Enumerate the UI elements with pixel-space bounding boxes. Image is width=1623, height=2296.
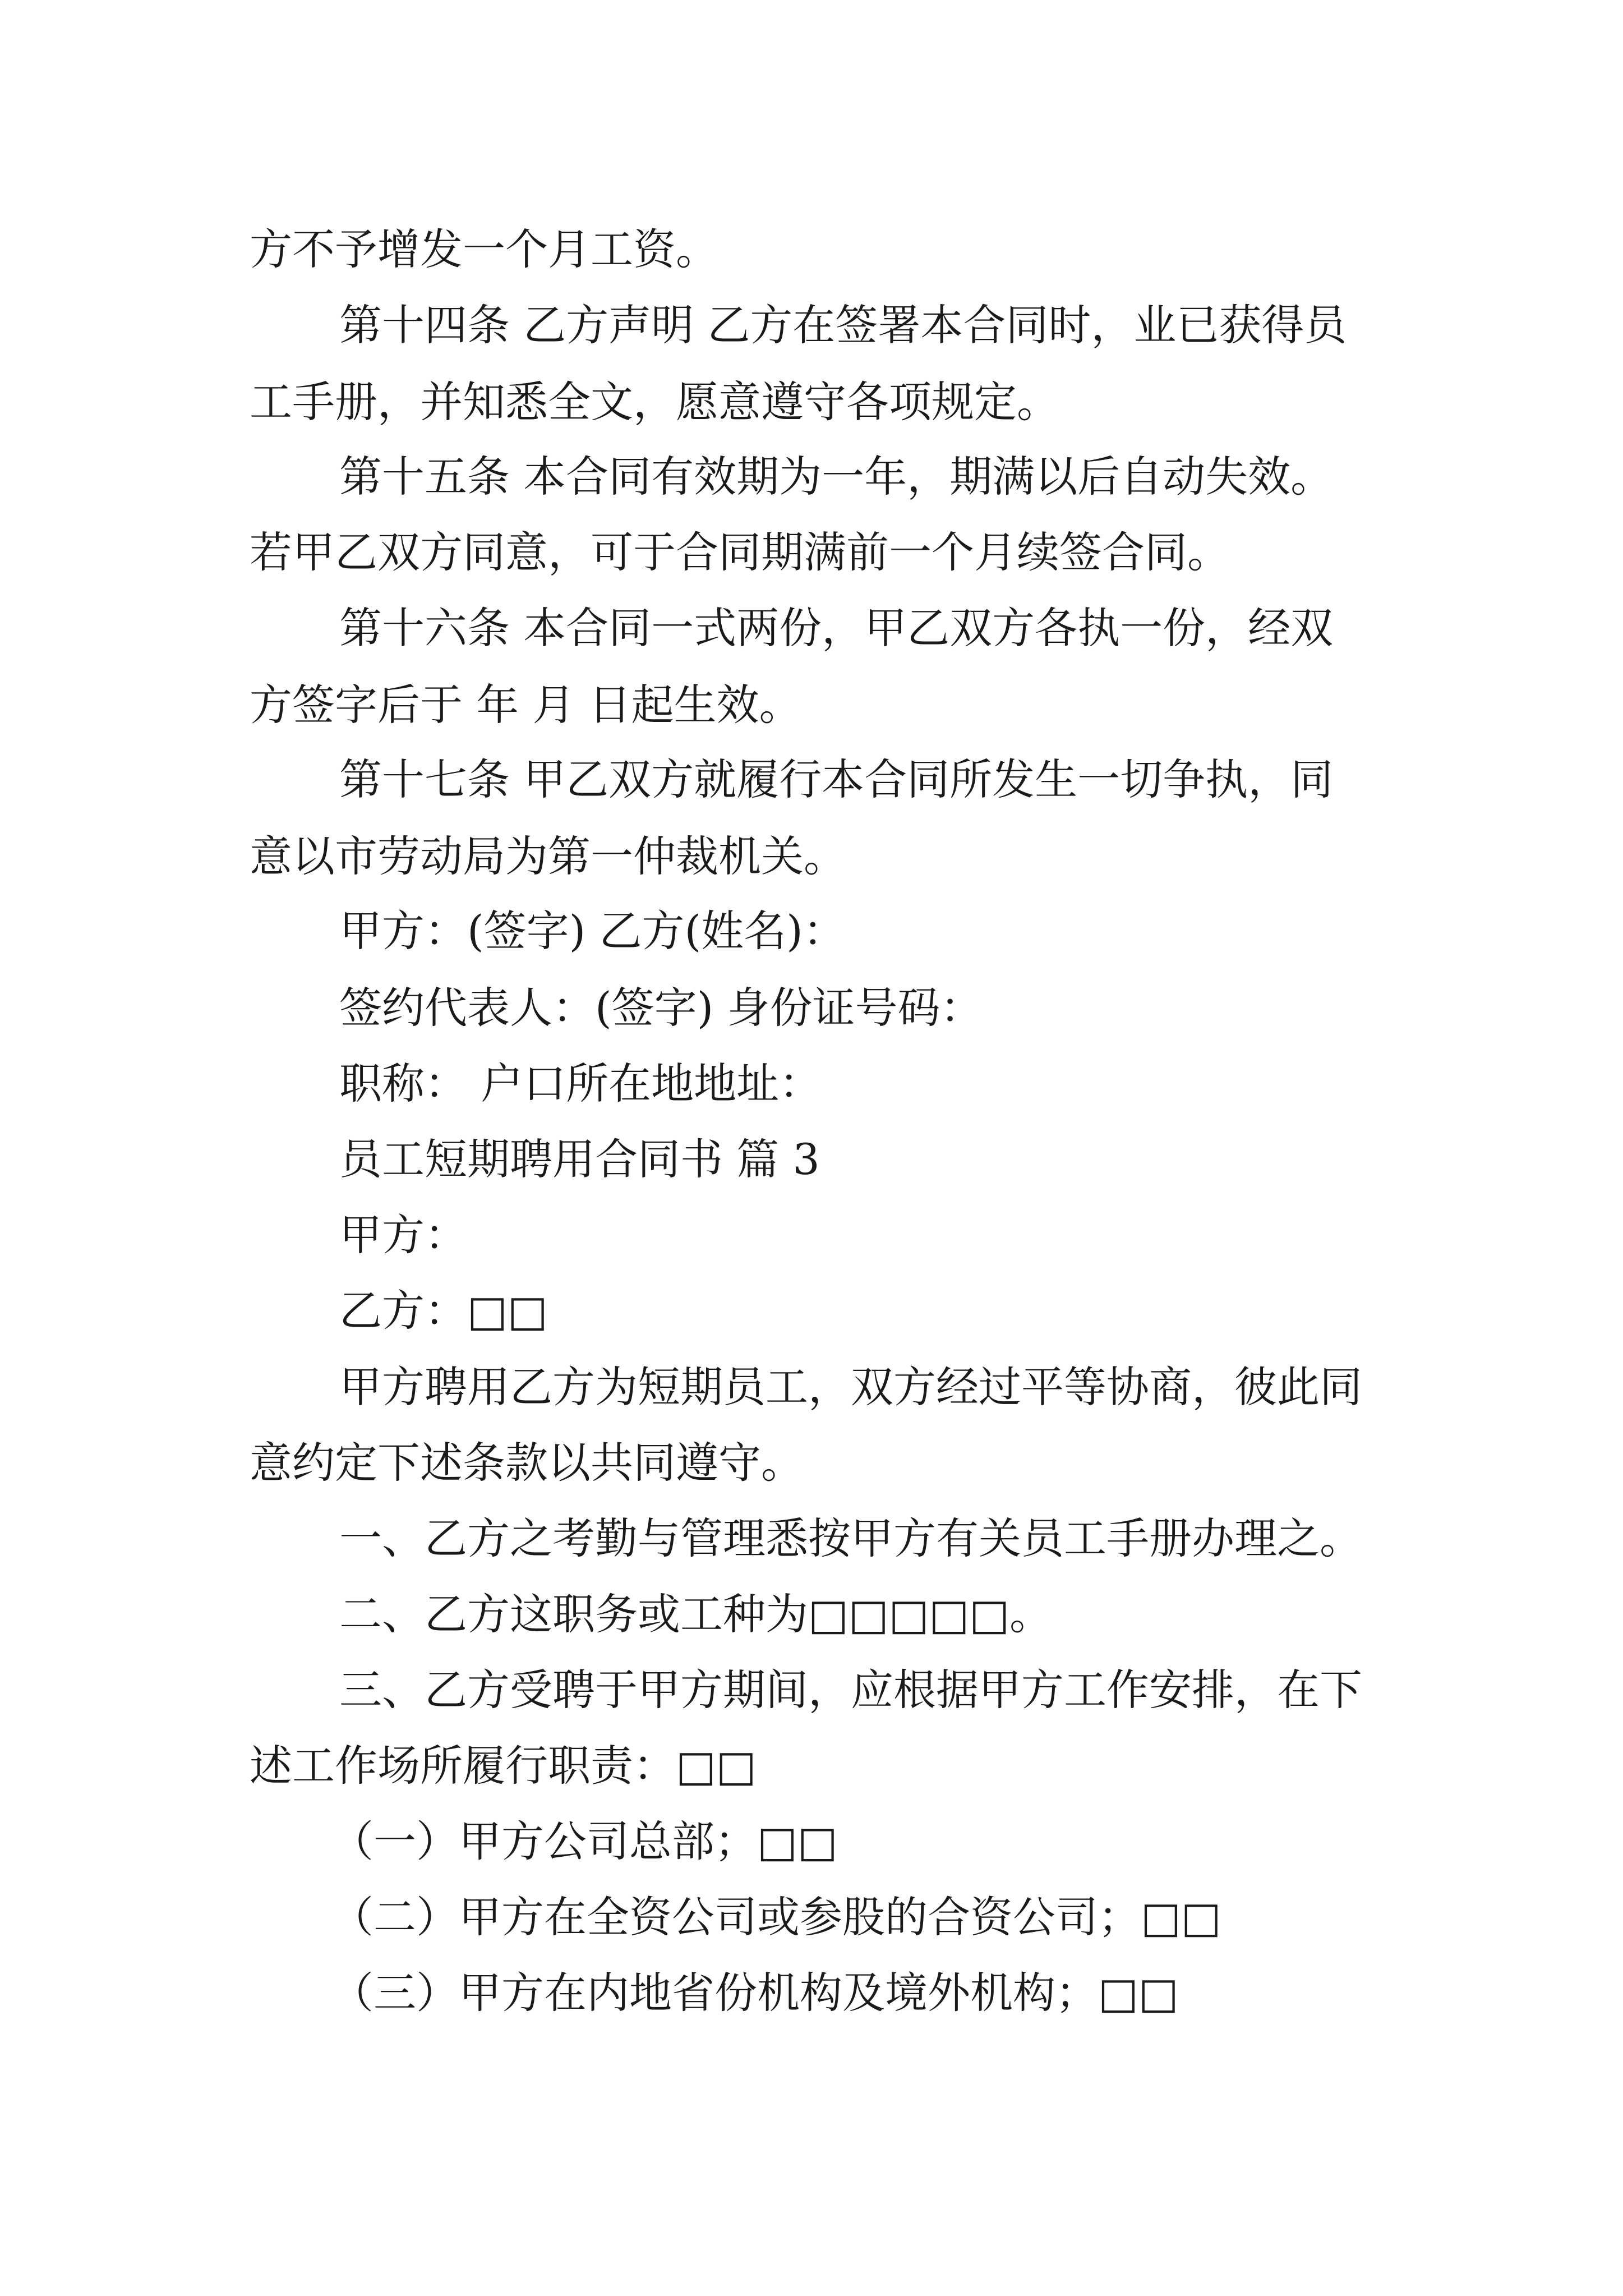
paragraph-line: 意以市劳动局为第一仲裁机关。 (250, 831, 846, 881)
article-14-heading-line: 第十四条 乙方声明 乙方在签署本合同时，业已获得员 (339, 300, 1347, 350)
sub-clause-2-line: （二）甲方在全资公司或参股的合资公司；□□ (331, 1892, 1221, 1942)
signature-title-line: 职称： 户口所在地地址： (339, 1059, 822, 1108)
clause-3-line: 三、乙方受聘于甲方期间，应根据甲方工作安排，在下 (339, 1665, 1362, 1715)
party-a-line: 甲方： (339, 1210, 467, 1260)
signature-party-line: 甲方：(签字) 乙方(姓名)： (339, 906, 846, 956)
section-title: 员工短期聘用合同书 篇 3 (339, 1134, 820, 1184)
clause-2-line: 二、乙方这职务或工种为□□□□□。 (339, 1589, 1053, 1639)
article-16-heading-line: 第十六条 本合同一式两份，甲乙双方各执一份，经双 (339, 603, 1334, 653)
sub-clause-3-line: （三）甲方在内地省份机构及境外机构；□□ (331, 1968, 1179, 2018)
paragraph-line: 方不予增发一个月工资。 (250, 224, 718, 274)
paragraph-line: 方签字后于 年 月 日起生效。 (250, 680, 802, 730)
sub-clause-1-line: （一）甲方公司总部；□□ (331, 1816, 838, 1866)
article-17-heading-line: 第十七条 甲乙双方就履行本合同所发生一切争执，同 (339, 754, 1334, 804)
paragraph-line: 若甲乙双方同意，可于合同期满前一个月续签合同。 (250, 527, 1230, 577)
signature-representative-line: 签约代表人：(签字) 身份证号码： (339, 983, 983, 1033)
article-15-heading-line: 第十五条 本合同有效期为一年，期满以后自动失效。 (339, 452, 1334, 501)
paragraph-line: 工手册，并知悉全文，愿意遵守各项规定。 (250, 377, 1059, 427)
paragraph-line: 甲方聘用乙方为短期员工，双方经过平等协商，彼此同 (339, 1362, 1362, 1412)
paragraph-line: 述工作场所履行职责：□□ (250, 1741, 757, 1791)
paragraph-line: 意约定下述条款以共同遵守。 (250, 1438, 804, 1488)
party-b-line: 乙方：□□ (339, 1286, 548, 1336)
clause-1-line: 一、乙方之考勤与管理悉按甲方有关员工手册办理之。 (339, 1513, 1362, 1563)
